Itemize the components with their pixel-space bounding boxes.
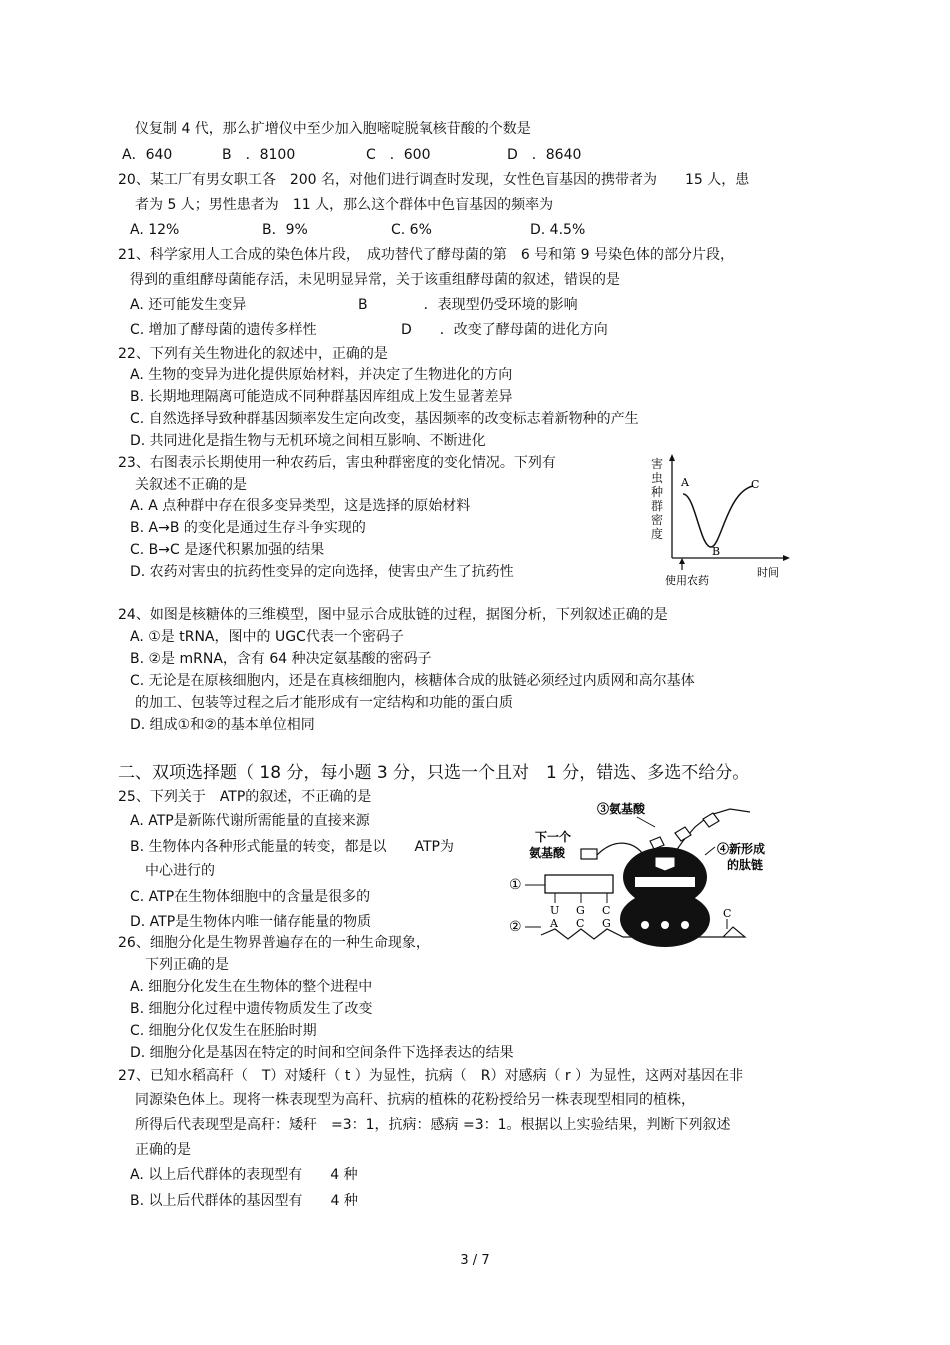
q19-continuation: 仪复制 4 代，那么扩增仪中至少加入胞嘧啶脱氧核苷酸的个数是 [135,121,531,137]
ribosome-dot [681,921,689,929]
q26-option-b: B. 细胞分化过程中遗传物质发生了改变 [130,1001,373,1017]
ribosome-small-subunit [620,891,710,947]
q24-stem: 24、如图是核糖体的三维模型，图中显示合成肽链的过程，据图分析，下列叙述正确的是 [118,607,668,623]
q20-option-c: C. 6% [391,222,432,238]
codon-base: A [550,917,558,930]
pest-density-graph [645,452,795,594]
leader-line [637,817,655,827]
codon-base: C [576,917,585,930]
q27-stem-line3: 所得后代表现型是高秆：矮秆 =3：1，抗病：感病 =3：1。根据以上实验结果，判断下列叙述 [135,1117,731,1133]
q23-option-a: A. A 点种群中存在很多变异类型，这是选择的原始材料 [130,498,471,514]
ylabel-char: 害 [651,457,664,471]
q21-option-b: B ．表现型仍受环境的影响 [358,297,578,313]
page-number: 3 / 7 [460,1253,490,1268]
q23-stem-line2: 关叙述不正确的是 [135,477,247,493]
next-amino-block [581,849,597,859]
point-b-label: B [712,545,721,558]
label-1: ① [509,877,522,893]
ribosome-diagram [505,797,795,952]
graph-y-arrow [669,454,675,461]
codon-base: G [602,917,611,930]
amino-acid-block [675,827,691,841]
q20-stem-line2: 者为 5 人；男性患者为 11 人，那么这个群体中色盲基因的频率为 [135,197,554,213]
q26-option-a: A. 细胞分化发生在生物体的整个进程中 [130,979,373,995]
extra-base: C [723,907,732,920]
q27-option-b: B. 以上后代群体的基因型有 4 种 [130,1193,358,1209]
ylabel-char: 密 [651,513,664,527]
section2-title: 二、双项选择题（ 18 分，每小题 3 分，只选一个且对 1 分，错选、多选不给分。 [118,763,750,783]
q21-option-c: C. 增加了酵母菌的遗传多样性 [130,322,317,338]
leader-line [705,847,715,855]
q19-option-d: D ．8640 [507,147,582,163]
q25-stem: 25、下列关于 ATP的叙述，不正确的是 [118,789,372,805]
q21-option-a: A. 还可能发生变异 [130,297,247,313]
q24-option-a: A. ①是 tRNA，图中的 UGC代表一个密码子 [130,629,404,645]
q19-option-c: C ．600 [366,147,431,163]
q27-stem-line2: 同源染色体上。现将一株表现型为高秆、抗病的植株的花粉授给另一株表现型相同的植株， [135,1092,695,1108]
q24-option-c-cont: 的加工、包装等过程之后才能形成有一定结构和功能的蛋白质 [135,695,513,711]
q27-stem-line1: 27、已知水稻高秆（ T）对矮秆（ t ）为显性，抗病（ R）对感病（ r ）为显性，这两对基因在非 [118,1068,744,1084]
pesticide-label: 使用农药 [665,574,709,587]
q22-option-d: D. 共同进化是指生物与无机环境之间相互影响、不断进化 [130,433,486,449]
q20-option-b: B．9% [262,222,308,238]
q27-option-a: A. 以上后代群体的表现型有 4 种 [130,1167,358,1183]
q23-stem-line1: 23、右图表示长期使用一种农药后，害虫种群密度的变化情况。下列有 [118,455,556,471]
q25-option-b: B. 生物体内各种形式能量的转变，都是以 ATP为 [130,839,454,855]
q23-option-c: C. B→C 是逐代积累加强的结果 [130,542,325,558]
ylabel-char: 种 [651,485,664,499]
label-new-peptide-line1: ④新形成 [717,842,766,856]
q22-stem: 22、下列有关生物进化的叙述中，正确的是 [118,346,388,362]
q23-option-b: B. A→B 的变化是通过生存斗争实现的 [130,520,366,536]
q20-option-d: D. 4.5% [530,222,586,238]
q25-option-b-cont: 中心进行的 [145,863,215,879]
ylabel-char: 度 [651,527,664,541]
q20-option-a: A. 12% [130,222,180,238]
anticodon-base: U [550,904,560,917]
label-2: ② [509,919,522,935]
q24-option-d: D. 组成①和②的基本单位相同 [130,717,315,733]
trna-body [545,875,613,893]
label-next-amino-line2: 氨基酸 [529,846,566,860]
graph-x-arrow [783,555,790,561]
q20-stem-line1: 20、某工厂有男女职工各 200 名，对他们进行调查时发现，女性色盲基因的携带者为 15 人，患 [118,172,750,188]
ylabel-char: 虫 [651,471,664,485]
point-c-label: C [751,478,760,491]
ylabel-char: 群 [651,499,664,513]
point-a-label: A [681,476,689,489]
density-curve [683,486,753,547]
q26-option-c: C. 细胞分化仅发生在胚胎时期 [130,1023,317,1039]
q21-stem-line2: 得到的重组酵母菌能存活，未见明显异常，关于该重组酵母菌的叙述，错误的是 [130,272,620,288]
anticodon-base: C [602,904,611,917]
amino-acid-block [703,813,719,827]
q19-option-b: B ．8100 [222,147,296,163]
q22-option-c: C. 自然选择导致种群基因频率发生定向改变，基因频率的改变标志着新物种的产生 [130,411,639,427]
q19-option-a: A．640 [122,147,173,163]
graph-ylabel [651,456,663,541]
q21-option-d: D ．改变了酵母菌的进化方向 [401,322,608,338]
label-new-peptide-line2: 的肽链 [727,858,764,872]
q22-option-a: A. 生物的变异为进化提供原始材料，并决定了生物进化的方向 [130,367,513,383]
label-next-amino-line1: 下一个 [535,830,572,844]
q26-option-d: D. 细胞分化是基因在特定的时间和空间条件下选择表达的结果 [130,1045,514,1061]
q21-stem-line1: 21、科学家用人工合成的染色体片段， 成功替代了酵母菌的第 6 号和第 9 号染色体的部分片段， [118,247,734,263]
label-amino-acid-3: ③氨基酸 [597,802,646,816]
anticodon-base: G [576,904,585,917]
ribosome-dot [661,921,669,929]
q25-option-c: C. ATP在生物体细胞中的含量是很多的 [130,889,371,905]
graph-xlabel: 时间 [757,566,779,579]
q25-option-d: D. ATP是生物体内唯一储存能量的物质 [130,914,372,930]
pesticide-marker-arrow [679,558,685,564]
q27-stem-line4: 正确的是 [135,1142,191,1158]
q26-stem-line2: 下列正确的是 [145,957,229,973]
q26-stem-line1: 26、细胞分化是生物界普遍存在的一种生命现象， [118,935,430,951]
q22-option-b: B. 长期地理隔离可能造成不同种群基因库组成上发生显著差异 [130,389,513,405]
q23-option-d: D. 农药对害虫的抗药性变异的定向选择，使害虫产生了抗药性 [130,564,514,580]
ribosome-groove [635,877,695,887]
q25-option-a: A. ATP是新陈代谢所需能量的直接来源 [130,813,370,829]
q24-option-c: C. 无论是在原核细胞内，还是在真核细胞内，核糖体合成的肽链必须经过内质网和高尔基体 [130,673,695,689]
ribosome-dot [641,921,649,929]
q24-option-b: B. ②是 mRNA，含有 64 种决定氨基酸的密码子 [130,651,432,667]
